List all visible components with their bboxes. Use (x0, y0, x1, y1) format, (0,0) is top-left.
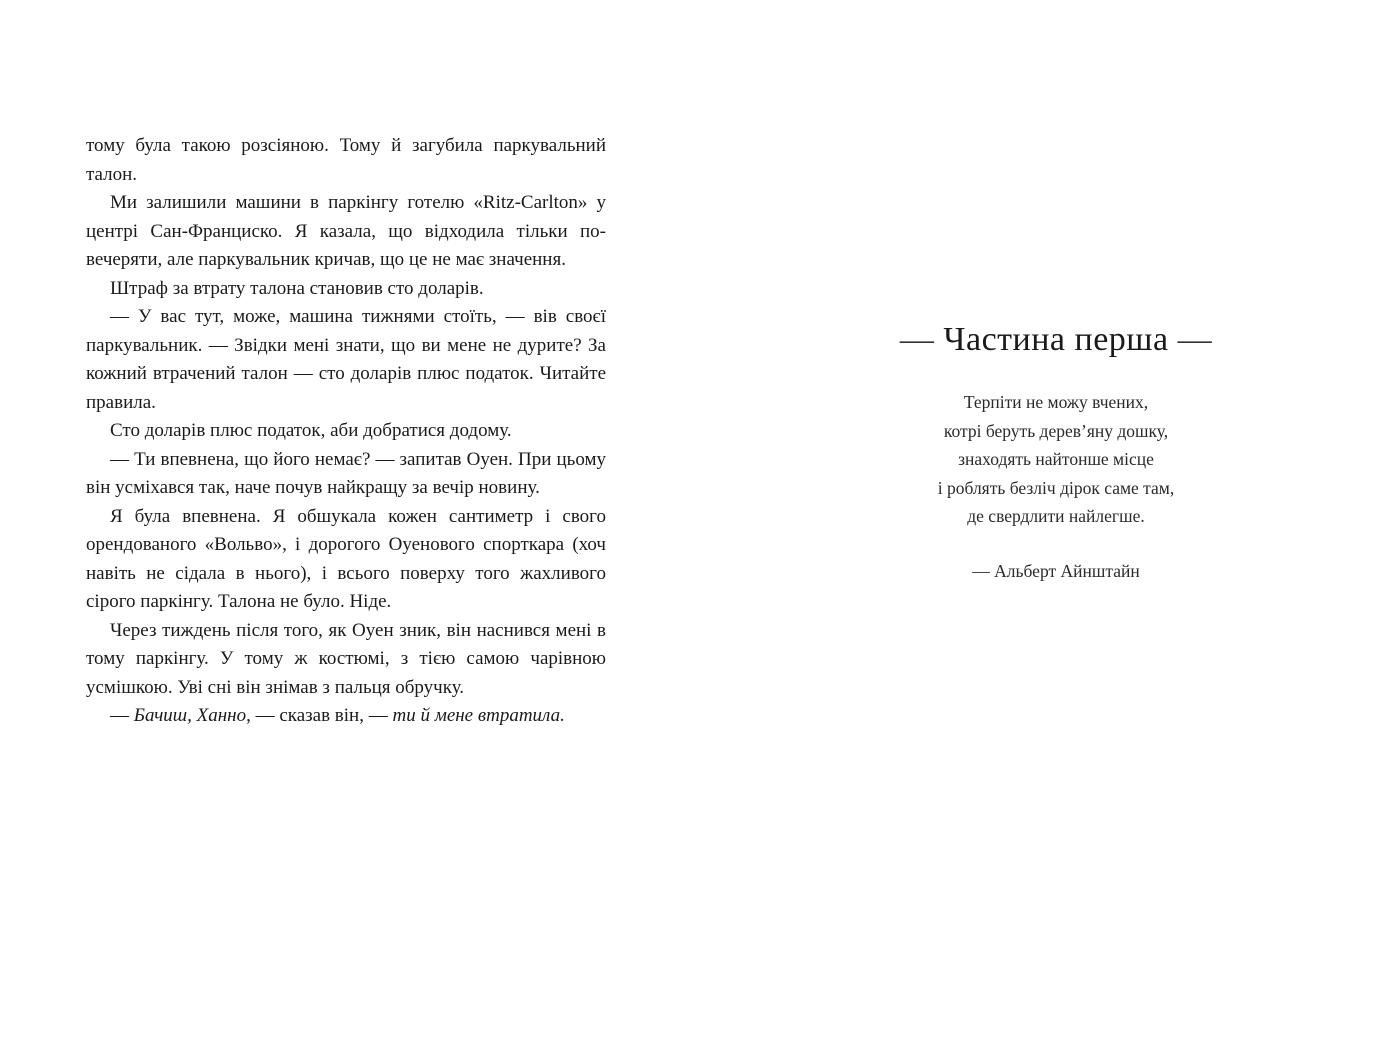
right-page (756, 0, 1356, 1050)
part-title-text: Частина перша (943, 321, 1169, 358)
epigraph-line-4: і роблять безліч дірок саме там, (937, 477, 1175, 498)
part-title (756, 318, 1356, 362)
epigraph-line-1: Терпіти не можу вчених, (963, 392, 1149, 412)
paragraph-6: — Ти впевнена, що його немає? — запитав Оуен. При цьому він усміхався так, наче почув найкращу за вечір новину. (86, 448, 606, 498)
left-page (86, 132, 606, 731)
paragraph-4: — У вас тут, може, машина тижнями стоїть, — вів своєї паркувальник. — Звідки мені знати, що ви мене не дурите? За кожний втрачений талон — сто доларів плюс податок. Читайте правила. (86, 306, 606, 413)
epigraph (756, 388, 1356, 531)
epigraph-line-3: знаходять найтонше місце (958, 449, 1154, 469)
title-dash-left: — (899, 321, 935, 358)
paragraph-3: Штраф за втрату талона становив сто доларів. (110, 277, 484, 299)
epigraph-line-2: котрі беруть дерев’яну дошку, (943, 420, 1169, 441)
paragraph-1: тому була такою розсіяною. Тому й загубила паркувальний талон. (86, 135, 606, 185)
paragraph-8: Через тиждень після того, як Оуен зник, він наснився мені в тому паркінгу. У тому ж костюмі, з тією самою чарівною усмішкою. Уві сні він знімав з пальця обручку. (86, 619, 606, 698)
paragraph-2: Ми залишили машини в паркінгу готелю «Ritz-Carlton» у центрі Сан-Франциско. Я казала, що відходила тільки повечеряти, але паркувальник кричав, що це не має значення. (86, 192, 606, 270)
epigraph-line-5: де свердлити найлегше. (967, 506, 1145, 526)
paragraph-7: Я була впевнена. Я обшукала кожен сантиметр і свого орендованого «Вольво», і дорогого Оуенового спорткара (хоч навіть не сідала в нього), і всього поверху того жахливого сірого паркінгу. Талона не було. Ніде. (86, 505, 606, 612)
dialogue-narration: , — сказав він, — (246, 705, 393, 726)
paragraph-9 (86, 702, 606, 731)
dialogue-italic-2: ти й мене втратила. (392, 705, 565, 726)
dialogue-dash: — (110, 705, 134, 726)
title-dash-right: — (1177, 321, 1213, 358)
paragraph-5: Сто доларів плюс податок, аби добратися додому. (110, 420, 512, 441)
epigraph-author: — Альберт Айнштайн (972, 561, 1140, 581)
dialogue-italic-1: Бачиш, Ханно (133, 705, 247, 726)
